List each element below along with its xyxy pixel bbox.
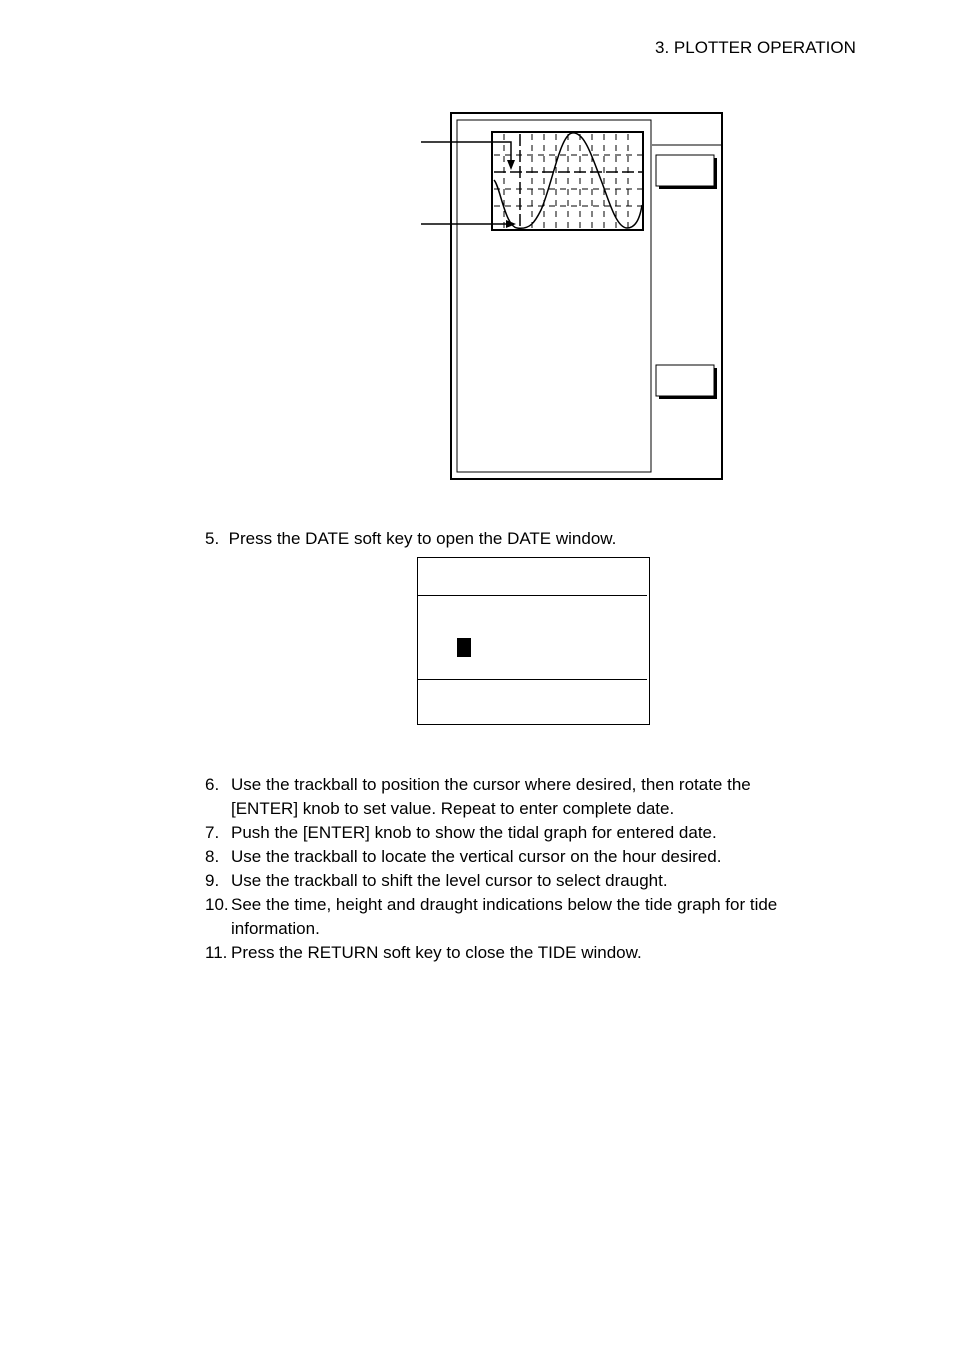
step-text: Press the DATE soft key to open the DATE window. xyxy=(228,529,617,548)
softkey-return-button[interactable] xyxy=(656,365,717,399)
step-9 xyxy=(205,869,777,893)
tide-window-diagram xyxy=(0,0,954,500)
step-11 xyxy=(205,941,777,965)
tide-graph xyxy=(492,132,643,230)
step-number: 8. xyxy=(205,847,220,866)
step-text: Use the trackball to position the cursor where desired, then rotate the xyxy=(231,775,751,794)
step-6 xyxy=(205,773,777,821)
step-text: Push the [ENTER] knob to show the tidal graph for entered date. xyxy=(231,823,717,842)
step-text: Use the trackball to shift the level cursor to select draught. xyxy=(231,871,668,890)
tide-display-inner-panel xyxy=(457,120,651,472)
step-7 xyxy=(205,821,777,845)
callout-vertical-cursor xyxy=(421,142,515,170)
date-window-title-divider xyxy=(418,595,647,596)
step-text-continued: information. xyxy=(231,919,320,938)
step-number: 5. xyxy=(205,529,220,548)
step-text: Press the RETURN soft key to close the TIDE window. xyxy=(231,943,642,962)
procedure-steps xyxy=(205,773,777,965)
step-text: See the time, height and draught indications below the tide graph for tide xyxy=(231,895,778,914)
step-text-continued: [ENTER] knob to set value. Repeat to enter complete date. xyxy=(231,799,675,818)
step-number: 11. xyxy=(205,943,228,962)
step-number: 10. xyxy=(205,895,229,914)
date-window-footer-divider xyxy=(418,679,647,680)
step-text: Use the trackball to locate the vertical cursor on the hour desired. xyxy=(231,847,722,866)
step-number: 7. xyxy=(205,823,220,842)
step-10 xyxy=(205,893,777,941)
step-number: 9. xyxy=(205,871,220,890)
softkey-date-button[interactable] xyxy=(656,155,717,189)
page-header: 3. PLOTTER OPERATION xyxy=(655,38,856,57)
date-window xyxy=(417,557,650,725)
date-entry-cursor[interactable] xyxy=(457,638,471,657)
step-number: 6. xyxy=(205,775,220,794)
callout-level-cursor xyxy=(421,220,516,228)
step-8 xyxy=(205,845,777,869)
step-5 xyxy=(205,529,616,549)
